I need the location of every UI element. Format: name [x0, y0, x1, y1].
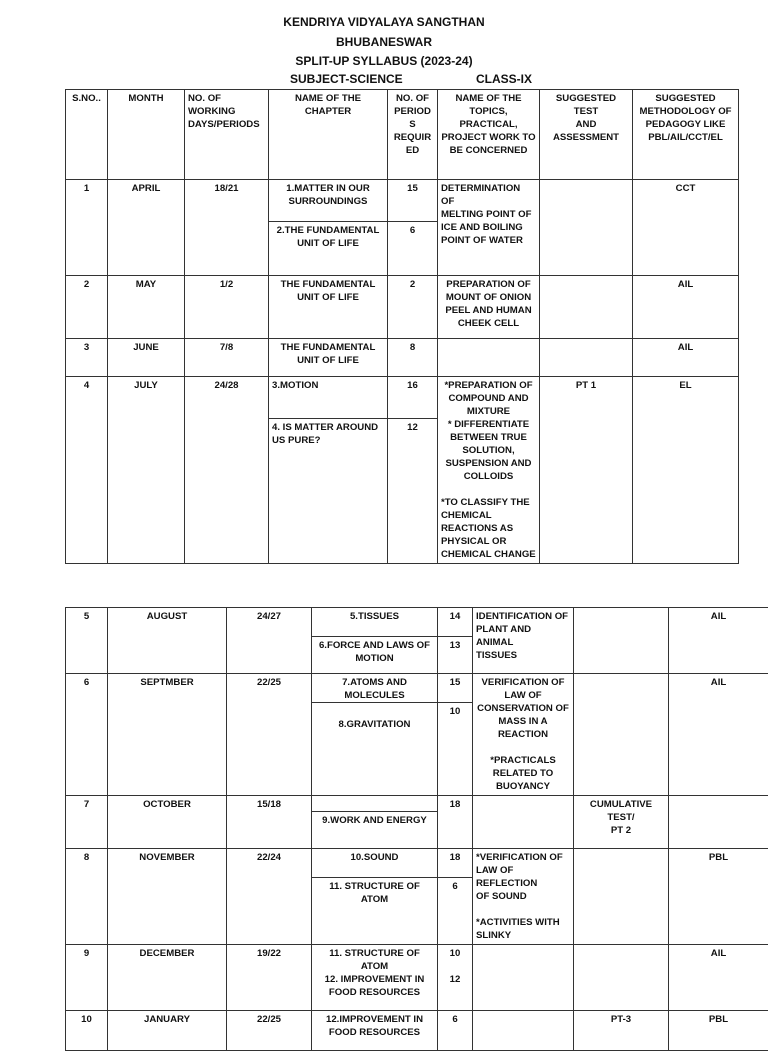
- topics-cell: PREPARATION OF MOUNT OF ONION PEEL AND HUMAN CHEEK CELL: [438, 276, 540, 339]
- region-title: BHUBANESWAR: [0, 35, 768, 50]
- days-cell: 24/28: [185, 377, 269, 564]
- table-row: [66, 377, 739, 564]
- method-cell: AIL: [669, 945, 768, 1011]
- subject-label: SUBJECT-SCIENCE: [290, 72, 403, 87]
- sno-cell: 4: [66, 377, 108, 564]
- chapter-cell: 10.SOUND 11. STRUCTURE OF ATOM: [312, 849, 438, 945]
- chapter-cell: 9.WORK AND ENERGY: [312, 796, 438, 849]
- table-row: [66, 276, 739, 339]
- chapter-cell: 7.ATOMS AND MOLECULES 8.GRAVITATION: [312, 674, 438, 796]
- document-title: SPLIT-UP SYLLABUS (2023-24): [0, 54, 768, 69]
- days-cell: 22/24: [227, 849, 312, 945]
- col-header-periods: NO. OF PERIOD S REQUIR ED: [388, 90, 438, 180]
- sno-cell: 6: [66, 674, 108, 796]
- month-cell: JUNE: [108, 339, 185, 377]
- table-row: [66, 674, 768, 796]
- topics-cell: [473, 796, 574, 849]
- days-cell: 7/8: [185, 339, 269, 377]
- chapter-cell: 3.MOTION 4. IS MATTER AROUND US PURE?: [269, 377, 388, 564]
- month-cell: SEPTMBER: [108, 674, 227, 796]
- periods-cell: 2: [388, 276, 438, 339]
- table-row: [66, 1011, 768, 1051]
- test-cell: [540, 339, 633, 377]
- method-cell: CCT: [633, 180, 739, 276]
- test-cell: PT 1: [540, 377, 633, 564]
- method-cell: PBL: [669, 849, 768, 945]
- method-cell: AIL: [669, 608, 768, 674]
- method-cell: AIL: [633, 339, 739, 377]
- sno-cell: 7: [66, 796, 108, 849]
- sno-cell: 9: [66, 945, 108, 1011]
- test-cell: [540, 276, 633, 339]
- method-cell: EL: [633, 377, 739, 564]
- days-cell: 15/18: [227, 796, 312, 849]
- test-cell: PT-3: [574, 1011, 669, 1051]
- col-header-month: MONTH: [108, 90, 185, 180]
- sno-cell: 3: [66, 339, 108, 377]
- col-header-topics: NAME OF THE TOPICS, PRACTICAL, PROJECT WORK TO BE CONCERNED: [438, 90, 540, 180]
- chapter-cell: 5.TISSUES 6.FORCE AND LAWS OF MOTION: [312, 608, 438, 674]
- sno-cell: 10: [66, 1011, 108, 1051]
- periods-cell: 10 12: [438, 945, 473, 1011]
- table-header-row: [66, 90, 739, 180]
- topics-cell: [473, 945, 574, 1011]
- days-cell: 1/2: [185, 276, 269, 339]
- topics-cell: [473, 1011, 574, 1051]
- method-cell: PBL: [669, 1011, 768, 1051]
- table-row: [66, 796, 768, 849]
- days-cell: 22/25: [227, 1011, 312, 1051]
- topics-cell: IDENTIFICATION OF PLANT AND ANIMAL TISSUES: [473, 608, 574, 674]
- chapter-cell: 12.IMPROVEMENT IN FOOD RESOURCES: [312, 1011, 438, 1051]
- test-cell: [574, 945, 669, 1011]
- days-cell: 24/27: [227, 608, 312, 674]
- periods-cell: 6: [438, 1011, 473, 1051]
- table-row: [66, 849, 768, 945]
- days-cell: 18/21: [185, 180, 269, 276]
- periods-cell: 15 10: [438, 674, 473, 796]
- table-row: [66, 608, 768, 674]
- topics-cell: *PREPARATION OF COMPOUND AND MIXTURE * DIFFERENTIATE BETWEEN TRUE SOLUTION, SUSPENSION AND COLLOIDS *TO CLASSIFY THE CHEMICAL REACTIONS AS PHYSICAL OR CHEMICAL CHANGE: [438, 377, 540, 564]
- method-cell: [669, 796, 768, 849]
- month-cell: AUGUST: [108, 608, 227, 674]
- chapter-cell: 11. STRUCTURE OF ATOM 12. IMPROVEMENT IN FOOD RESOURCES: [312, 945, 438, 1011]
- chapter-cell: 1.MATTER IN OUR SURROUNDINGS 2.THE FUNDAMENTAL UNIT OF LIFE: [269, 180, 388, 276]
- test-cell: [574, 608, 669, 674]
- sno-cell: 1: [66, 180, 108, 276]
- col-header-test: SUGGESTED TEST AND ASSESSMENT: [540, 90, 633, 180]
- test-cell: [574, 849, 669, 945]
- sno-cell: 2: [66, 276, 108, 339]
- syllabus-table-part2: [65, 607, 768, 1051]
- topics-cell: VERIFICATION OF LAW OF CONSERVATION OF MASS IN A REACTION *PRACTICALS RELATED TO BUOYANCY: [473, 674, 574, 796]
- test-cell: [574, 674, 669, 796]
- month-cell: MAY: [108, 276, 185, 339]
- table-row: [66, 180, 739, 276]
- days-cell: 19/22: [227, 945, 312, 1011]
- periods-cell: 8: [388, 339, 438, 377]
- org-title: KENDRIYA VIDYALAYA SANGTHAN: [0, 15, 768, 30]
- method-cell: AIL: [633, 276, 739, 339]
- periods-cell: 14 13: [438, 608, 473, 674]
- test-cell: CUMULATIVE TEST/ PT 2: [574, 796, 669, 849]
- days-cell: 22/25: [227, 674, 312, 796]
- periods-cell: 16 12: [388, 377, 438, 564]
- chapter-cell: THE FUNDAMENTAL UNIT OF LIFE: [269, 276, 388, 339]
- chapter-cell: THE FUNDAMENTAL UNIT OF LIFE: [269, 339, 388, 377]
- syllabus-table-part1: [65, 89, 739, 564]
- month-cell: JANUARY: [108, 1011, 227, 1051]
- col-header-chapter: NAME OF THE CHAPTER: [269, 90, 388, 180]
- month-cell: JULY: [108, 377, 185, 564]
- method-cell: AIL: [669, 674, 768, 796]
- sno-cell: 5: [66, 608, 108, 674]
- periods-cell: 18: [438, 796, 473, 849]
- col-header-method: SUGGESTED METHODOLOGY OF PEDAGOGY LIKE PBL/AIL/CCT/EL: [633, 90, 739, 180]
- class-label: CLASS-IX: [476, 72, 532, 87]
- sno-cell: 8: [66, 849, 108, 945]
- col-header-sno: S.NO..: [66, 90, 108, 180]
- test-cell: [540, 180, 633, 276]
- month-cell: APRIL: [108, 180, 185, 276]
- month-cell: OCTOBER: [108, 796, 227, 849]
- table-row: [66, 339, 739, 377]
- topics-cell: DETERMINATION OF MELTING POINT OF ICE AND BOILING POINT OF WATER: [438, 180, 540, 276]
- month-cell: NOVEMBER: [108, 849, 227, 945]
- topics-cell: [438, 339, 540, 377]
- periods-cell: 15 6: [388, 180, 438, 276]
- col-header-days: NO. OF WORKING DAYS/PERIODS: [185, 90, 269, 180]
- table-row: [66, 945, 768, 1011]
- topics-cell: *VERIFICATION OF LAW OF REFLECTION OF SOUND *ACTIVITIES WITH SLINKY: [473, 849, 574, 945]
- month-cell: DECEMBER: [108, 945, 227, 1011]
- periods-cell: 18 6: [438, 849, 473, 945]
